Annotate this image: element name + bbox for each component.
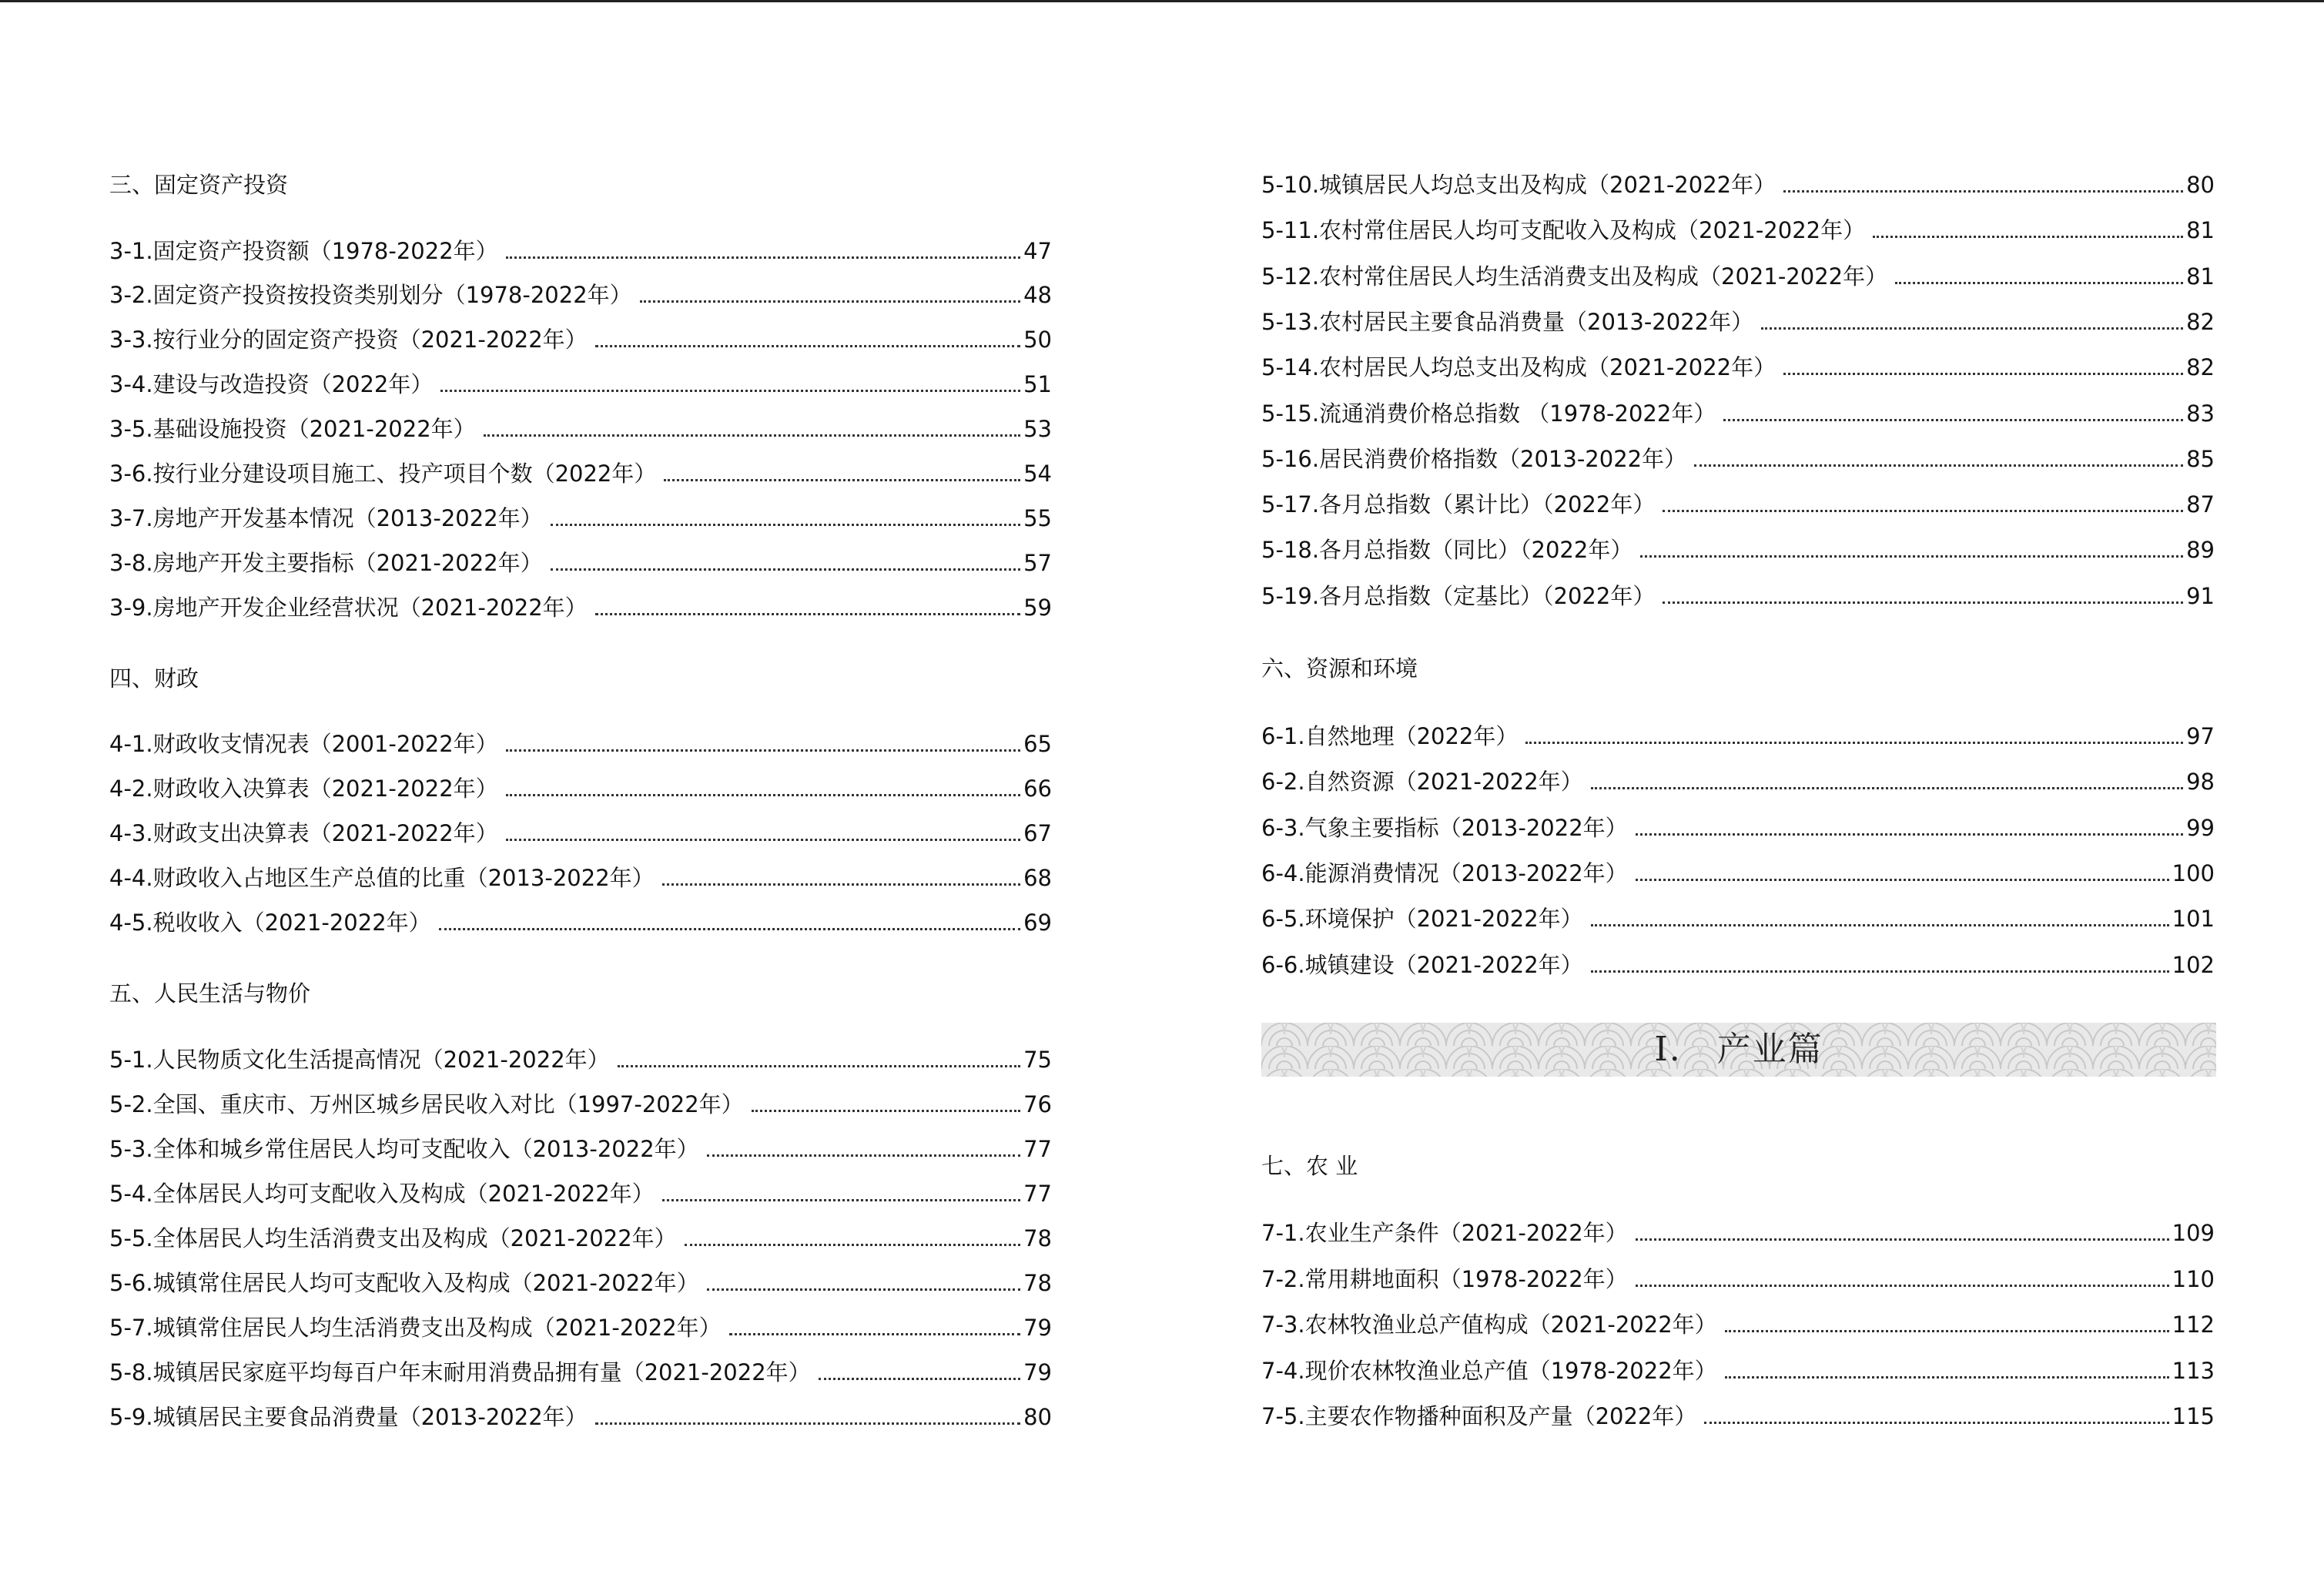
toc-entry[interactable] xyxy=(109,280,1052,310)
toc-entry-page: 79 xyxy=(1023,1315,1052,1341)
toc-entry[interactable] xyxy=(1261,812,2215,843)
toc-entry-page: 47 xyxy=(1023,238,1052,264)
dot-leader xyxy=(1636,879,2169,881)
toc-entry-page: 81 xyxy=(2186,217,2215,243)
toc-entry-label: 5-1.人民物质文化生活提高情况（2021-2022年） xyxy=(109,1047,610,1073)
dot-leader xyxy=(1591,924,2169,926)
dot-leader xyxy=(1725,1376,2169,1379)
dot-leader xyxy=(707,1288,1020,1291)
toc-entry-page: 48 xyxy=(1023,282,1052,308)
toc-entry-page: 82 xyxy=(2186,309,2215,335)
toc-entry[interactable] xyxy=(109,773,1052,804)
toc-entry-label: 4-4.财政收入占地区生产总值的比重（2013-2022年） xyxy=(109,865,655,891)
toc-entry-page: 65 xyxy=(1023,731,1052,757)
toc-entry-label: 6-6.城镇建设（2021-2022年） xyxy=(1261,952,1583,978)
dot-leader xyxy=(506,256,1020,259)
toc-entry-page: 77 xyxy=(1023,1136,1052,1162)
toc-entry[interactable] xyxy=(1261,1401,2215,1432)
dot-leader xyxy=(640,300,1020,303)
toc-entry-page: 54 xyxy=(1023,461,1052,487)
toc-entry[interactable] xyxy=(1261,261,2215,292)
section-heading: 五、人民生活与物价 xyxy=(109,980,311,1007)
dot-leader xyxy=(729,1333,1020,1335)
dot-leader xyxy=(484,434,1020,437)
dot-leader xyxy=(662,883,1020,886)
toc-entry-page: 69 xyxy=(1023,910,1052,936)
toc-entry-label: 3-9.房地产开发企业经营状况（2021-2022年） xyxy=(109,595,588,621)
toc-entry-label: 5-15.流通消费价格总指数 （1978-2022年） xyxy=(1261,400,1716,427)
toc-entry-page: 77 xyxy=(1023,1181,1052,1207)
part-banner xyxy=(1261,1023,2216,1077)
toc-entry[interactable] xyxy=(109,414,1052,444)
toc-entry-label: 7-4.现价农林牧渔业总产值（1978-2022年） xyxy=(1261,1358,1717,1384)
toc-entry[interactable] xyxy=(109,324,1052,355)
toc-entry[interactable] xyxy=(109,818,1052,849)
dot-leader xyxy=(1783,373,2183,375)
toc-entry-label: 5-5.全体居民人均生活消费支出及构成（2021-2022年） xyxy=(109,1225,677,1251)
dot-leader xyxy=(1640,555,2183,558)
dot-leader xyxy=(752,1110,1020,1112)
dot-leader xyxy=(1761,327,2183,330)
toc-entry-page: 99 xyxy=(2186,815,2215,841)
toc-entry-page: 89 xyxy=(2186,537,2215,563)
toc-entry[interactable] xyxy=(1261,1264,2215,1295)
dot-leader xyxy=(595,613,1020,615)
toc-entry-label: 7-5.主要农作物播种面积及产量（2022年） xyxy=(1261,1403,1697,1429)
toc-entry-page: 113 xyxy=(2172,1358,2215,1384)
toc-entry-page: 57 xyxy=(1023,550,1052,576)
toc-entry-label: 7-3.农林牧渔业总产值构成（2021-2022年） xyxy=(1261,1312,1717,1338)
toc-entry-label: 3-7.房地产开发基本情况（2013-2022年） xyxy=(109,505,543,531)
toc-entry[interactable] xyxy=(109,1178,1052,1209)
toc-entry-page: 53 xyxy=(1023,416,1052,442)
dot-leader xyxy=(506,839,1020,841)
toc-entry-page: 76 xyxy=(1023,1091,1052,1117)
toc-entry-label: 4-1.财政收支情况表（2001-2022年） xyxy=(109,731,498,757)
toc-entry-label: 3-3.按行业分的固定资产投资（2021-2022年） xyxy=(109,327,588,353)
toc-entry[interactable] xyxy=(1261,581,2215,611)
toc-entry-page: 59 xyxy=(1023,595,1052,621)
toc-entry-label: 6-3.气象主要指标（2013-2022年） xyxy=(1261,815,1628,841)
toc-entry[interactable] xyxy=(1261,215,2215,246)
part-banner-title: Ⅰ. 产业篇 xyxy=(1654,1030,1823,1069)
toc-entry-label: 3-5.基础设施投资（2021-2022年） xyxy=(109,416,476,442)
dot-leader xyxy=(1663,601,2183,604)
dot-leader xyxy=(1725,1330,2169,1332)
toc-entry[interactable] xyxy=(1261,903,2215,934)
toc-entry-label: 5-13.农村居民主要食品消费量（2013-2022年） xyxy=(1261,309,1754,335)
dot-leader xyxy=(595,1422,1020,1425)
toc-entry-label: 5-7.城镇常住居民人均生活消费支出及构成（2021-2022年） xyxy=(109,1315,722,1341)
toc-entry-page: 112 xyxy=(2172,1312,2215,1338)
dot-leader xyxy=(685,1244,1020,1246)
toc-entry-page: 85 xyxy=(2186,446,2215,472)
toc-entry[interactable] xyxy=(1261,858,2215,889)
toc-entry[interactable] xyxy=(1261,766,2215,797)
section-heading: 七、农 业 xyxy=(1261,1153,1358,1179)
toc-entry-label: 6-1.自然地理（2022年） xyxy=(1261,723,1519,749)
toc-entry[interactable] xyxy=(109,1089,1052,1120)
toc-entry[interactable] xyxy=(109,1402,1052,1432)
toc-entry-label: 5-3.全体和城乡常住居民人均可支配收入（2013-2022年） xyxy=(109,1136,699,1162)
toc-entry-label: 6-5.环境保护（2021-2022年） xyxy=(1261,906,1583,932)
dot-leader xyxy=(595,345,1020,347)
toc-entry-page: 81 xyxy=(2186,263,2215,290)
section-heading: 六、资源和环境 xyxy=(1261,655,1418,682)
toc-entry-page: 97 xyxy=(2186,723,2215,749)
toc-entry-label: 3-6.按行业分建设项目施工、投产项目个数（2022年） xyxy=(109,461,657,487)
toc-entry-label: 3-8.房地产开发主要指标（2021-2022年） xyxy=(109,550,543,576)
dot-leader xyxy=(439,928,1020,930)
dot-leader xyxy=(1694,464,2183,467)
toc-entry-label: 5-17.各月总指数（累计比）（2022年） xyxy=(1261,491,1656,518)
dot-leader xyxy=(664,479,1020,481)
toc-entry-label: 4-5.税收收入（2021-2022年） xyxy=(109,910,431,936)
toc-entry[interactable] xyxy=(1261,1218,2215,1248)
dot-leader xyxy=(662,1199,1020,1201)
toc-entry-page: 100 xyxy=(2172,860,2215,886)
toc-entry-label: 4-3.财政支出决算表（2021-2022年） xyxy=(109,820,498,846)
dot-leader xyxy=(1783,190,2183,193)
dot-leader xyxy=(1636,1285,2169,1287)
toc-entry[interactable] xyxy=(109,1044,1052,1075)
toc-entry-page: 98 xyxy=(2186,769,2215,795)
toc-entry[interactable] xyxy=(1261,307,2215,337)
toc-entry[interactable] xyxy=(109,548,1052,578)
dot-leader xyxy=(707,1154,1020,1157)
toc-entry[interactable] xyxy=(1261,1309,2215,1340)
toc-entry-page: 80 xyxy=(2186,172,2215,198)
toc-entry-page: 75 xyxy=(1023,1047,1052,1073)
toc-entry-page: 91 xyxy=(2186,583,2215,609)
toc-entry-label: 4-2.财政收入决算表（2021-2022年） xyxy=(109,776,498,802)
toc-entry-page: 109 xyxy=(2172,1220,2215,1246)
dot-leader xyxy=(506,749,1020,752)
toc-entry-label: 5-19.各月总指数（定基比）（2022年） xyxy=(1261,583,1656,609)
toc-entry[interactable] xyxy=(109,1134,1052,1164)
toc-entry-label: 7-2.常用耕地面积（1978-2022年） xyxy=(1261,1266,1628,1292)
toc-entry[interactable] xyxy=(1261,950,2215,980)
toc-entry-label: 5-2.全国、重庆市、万州区城乡居民收入对比（1997-2022年） xyxy=(109,1091,744,1117)
toc-entry-page: 102 xyxy=(2172,952,2215,978)
toc-entry-page: 82 xyxy=(2186,354,2215,380)
toc-entry-page: 51 xyxy=(1023,371,1052,397)
dot-leader xyxy=(1704,1422,2168,1424)
dot-leader xyxy=(506,794,1020,796)
toc-entry-page: 80 xyxy=(1023,1404,1052,1430)
toc-entry[interactable] xyxy=(1261,398,2215,429)
toc-entry-label: 3-2.固定资产投资按投资类别划分（1978-2022年） xyxy=(109,282,632,308)
toc-entry-label: 5-18.各月总指数（同比）（2022年） xyxy=(1261,537,1633,563)
toc-entry-label: 7-1.农业生产条件（2021-2022年） xyxy=(1261,1220,1628,1246)
dot-leader xyxy=(1663,510,2183,512)
toc-entry[interactable] xyxy=(1261,534,2215,565)
toc-entry-page: 115 xyxy=(2172,1403,2215,1429)
toc-entry[interactable] xyxy=(1261,352,2215,383)
toc-entry-label: 5-4.全体居民人均可支配收入及构成（2021-2022年） xyxy=(109,1181,655,1207)
toc-entry-label: 5-9.城镇居民主要食品消费量（2013-2022年） xyxy=(109,1404,588,1430)
toc-entry[interactable] xyxy=(109,1357,1052,1388)
toc-entry[interactable] xyxy=(1261,721,2215,752)
toc-entry-label: 5-6.城镇常住居民人均可支配收入及构成（2021-2022年） xyxy=(109,1270,699,1296)
toc-entry-label: 5-14.农村居民人均总支出及构成（2021-2022年） xyxy=(1261,354,1776,380)
toc-entry[interactable] xyxy=(1261,169,2215,200)
toc-entry-page: 55 xyxy=(1023,505,1052,531)
dot-leader xyxy=(1723,419,2183,421)
toc-entry[interactable] xyxy=(109,1223,1052,1254)
toc-entry[interactable] xyxy=(1261,444,2215,474)
toc-entry[interactable] xyxy=(109,907,1052,938)
section-heading: 三、固定资产投资 xyxy=(109,172,289,198)
toc-entry[interactable] xyxy=(109,503,1052,534)
toc-entry-page: 50 xyxy=(1023,327,1052,353)
dot-leader xyxy=(1873,236,2183,238)
toc-entry-page: 83 xyxy=(2186,400,2215,427)
toc-entry-label: 3-1.固定资产投资额（1978-2022年） xyxy=(109,238,498,264)
toc-entry-page: 78 xyxy=(1023,1270,1052,1296)
toc-entry[interactable] xyxy=(109,1312,1052,1343)
toc-entry-label: 5-16.居民消费价格指数（2013-2022年） xyxy=(1261,446,1687,472)
toc-entry-label: 5-12.农村常住居民人均生活消费支出及构成（2021-2022年） xyxy=(1261,263,1888,290)
dot-leader xyxy=(551,568,1020,571)
toc-entry[interactable] xyxy=(109,592,1052,623)
toc-entry[interactable] xyxy=(109,863,1052,893)
dot-leader xyxy=(1636,833,2183,836)
toc-entry[interactable] xyxy=(109,369,1052,400)
toc-entry-label: 5-8.城镇居民家庭平均每百户年末耐用消费品拥有量（2021-2022年） xyxy=(109,1359,811,1385)
toc-entry-page: 79 xyxy=(1023,1359,1052,1385)
toc-entry-page: 110 xyxy=(2172,1266,2215,1292)
toc-entry[interactable] xyxy=(1261,489,2215,520)
dot-leader xyxy=(819,1378,1020,1380)
toc-entry-page: 66 xyxy=(1023,776,1052,802)
toc-entry-label: 3-4.建设与改造投资（2022年） xyxy=(109,371,434,397)
top-border-rule xyxy=(0,0,2324,2)
toc-entry[interactable] xyxy=(109,729,1052,759)
toc-entry-page: 101 xyxy=(2172,906,2215,932)
dot-leader xyxy=(1591,787,2183,789)
toc-entry[interactable] xyxy=(1261,1355,2215,1386)
dot-leader xyxy=(551,524,1020,526)
dot-leader xyxy=(1525,742,2183,744)
dot-leader xyxy=(1591,970,2169,973)
toc-entry-page: 67 xyxy=(1023,820,1052,846)
toc-entry-page: 68 xyxy=(1023,865,1052,891)
dot-leader xyxy=(618,1065,1020,1067)
toc-entry-label: 5-11.农村常住居民人均可支配收入及构成（2021-2022年） xyxy=(1261,217,1866,243)
toc-entry-page: 87 xyxy=(2186,491,2215,518)
toc-entry[interactable] xyxy=(109,1268,1052,1298)
dot-leader xyxy=(440,390,1020,392)
dot-leader xyxy=(1636,1238,2169,1241)
dot-leader xyxy=(1895,282,2183,284)
toc-entry[interactable] xyxy=(109,236,1052,266)
toc-entry-label: 6-2.自然资源（2021-2022年） xyxy=(1261,769,1583,795)
toc-entry[interactable] xyxy=(109,458,1052,489)
toc-entry-page: 78 xyxy=(1023,1225,1052,1251)
toc-entry-label: 6-4.能源消费情况（2013-2022年） xyxy=(1261,860,1628,886)
toc-entry-label: 5-10.城镇居民人均总支出及构成（2021-2022年） xyxy=(1261,172,1776,198)
section-heading: 四、财政 xyxy=(109,665,199,692)
